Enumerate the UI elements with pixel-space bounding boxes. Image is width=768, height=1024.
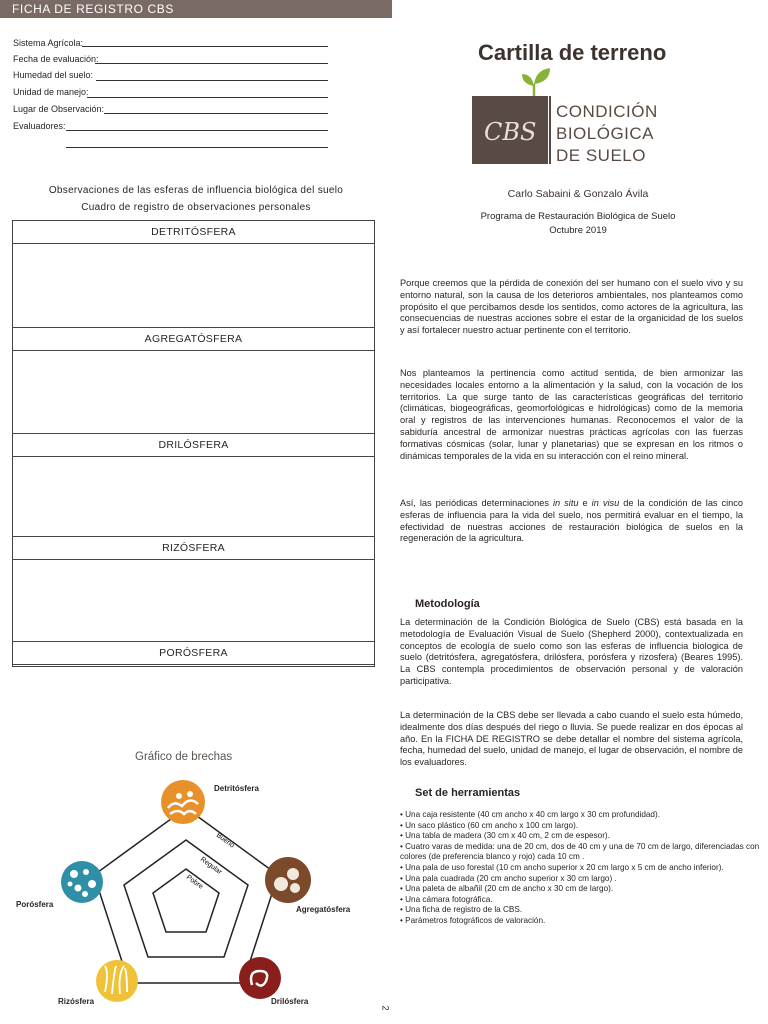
- section-porosfera: PORÓSFERA: [13, 641, 374, 665]
- tool-item: • Una paleta de albañil (20 cm de ancho x 30 cm de largo).: [400, 884, 614, 894]
- observations-subtitle: Cuadro de registro de observaciones personales: [81, 202, 311, 213]
- metodologia-heading: Metodología: [415, 598, 480, 610]
- unidad-field[interactable]: [87, 97, 328, 98]
- metodologia-paragraph-1: La determinación de la Condición Biológica de Suelo (CBS) está basada en la metodología de Evaluación Visual de Suelo (Shepherd 2000), contextualizada en conceptos de ecología de suelo como son las esferas de influencia biologica de suelo (detritósfera, agregatósfera, drilósfera, porósfera y rizosfera) (Beares 1995). La CBS contempla procedimientos de observación personal y de valoración participativa.: [400, 617, 743, 686]
- paragraph-1: Porque creemos que la pérdida de conexión del ser humano con el suelo vivo y su entorno natural, son la causa de los deterioros ambientales, nos planteamos como propósito el que percibamos desde los sentidos, como actores de la agricultura, las consecuencias de nuestras acciones sobre el estar de la organicidad de los suelos y así fortalecer nuestro actuar pertinente con el territorio.: [400, 278, 743, 336]
- level-regular-label: Regular: [198, 855, 223, 877]
- detritosfera-label: Detritósfera: [214, 784, 259, 793]
- section-detritosfera: DETRITÓSFERA: [13, 221, 374, 244]
- p3-text-c: de la condición de las cinco esferas de influencia para la vida del suelo, nos permitirá evaluar en el tiempo, la efectividad de nuestras acciones de restauración biológica de suelos en la regeneración de la agricultura.: [400, 498, 743, 544]
- field-label: Unidad de manejo:: [13, 87, 89, 97]
- rizosfera-label: Rizósfera: [58, 997, 95, 1006]
- level-bueno-label: Bueno: [214, 831, 236, 850]
- tool-item: colores (de preferencia blanco y rojo) cada 10 cm .: [400, 852, 585, 862]
- gap-chart: [0, 770, 392, 1024]
- field-label: Sistema Agrícola:: [13, 38, 84, 48]
- tool-item: • Cuatro varas de medida: una de 20 cm, dos de 40 cm y una de 70 cm de largo, diferenciadas con: [400, 841, 760, 851]
- lugar-field[interactable]: [104, 113, 328, 114]
- logo-word-3: DE SUELO: [556, 146, 646, 165]
- field-label: Lugar de Observación:: [13, 104, 105, 114]
- notes-detritosfera[interactable]: [13, 244, 374, 326]
- authors: Carlo Sabaini & Gonzalo Ávila: [507, 188, 649, 200]
- porosfera-icon: [61, 861, 103, 903]
- section-drilosfera: DRILÓSFERA: [13, 433, 374, 457]
- field-label: Evaluadores:: [13, 121, 66, 131]
- paragraph-2: Nos planteamos la pertinencia como actitud sentida, de bien armonizar las necesidades locales entorno a la alimentación y la salud, con la vocación de los territorios. La que surge tanto de las características geográficas del territorio (climáticas, biogeográficas, geomorfológicas e hidrológicas) como de la memoria oral y registros de las intervenciones humanas. Reconocemos el valor de la sabiduría ancestral de armonizar nuestras prácticas agrícolas con las fuerzas formativas cósmicas (solar, lunar y planetarias) que se expresan en los ritmos o dinámicas temporales de la vida en su interacción con el reino mineral.: [400, 368, 743, 461]
- drilosfera-icon: [239, 957, 281, 999]
- tool-item: • Una caja resistente (40 cm ancho x 40 cm largo x 30 cm profundidad).: [400, 810, 660, 819]
- rizosfera-icon: [96, 960, 138, 1002]
- evaluadores-field[interactable]: [66, 130, 328, 131]
- p3-in-situ: in situ: [553, 498, 579, 508]
- metodologia-paragraph-2: La determinación de la CBS debe ser llevada a cabo cuando el suelo esta húmedo, idealmente dos días después del riego o lluvia. Se puede realizar en dos épocas al año. En la FICHA DE REGISTRO se debe detallar el nombre del sistema agrícola, fecha, humedad del suelo, unidad de manejo, el lugar de observación, el nombre de los evaluadores.: [400, 710, 743, 768]
- field-label: Humedad del suelo:: [13, 70, 94, 80]
- evaluadores-field-2[interactable]: [66, 147, 328, 148]
- tools-list: [400, 810, 760, 927]
- humedad-field[interactable]: [96, 80, 328, 81]
- agregatosfera-label: Agregatósfera: [296, 905, 351, 914]
- field-label: Fecha de evaluación:: [13, 54, 99, 64]
- notes-rizosfera[interactable]: [13, 560, 374, 640]
- program-date: Octubre 2019: [549, 225, 607, 236]
- paragraph-3: [400, 498, 743, 545]
- tool-item: • Una tabla de madera (30 cm x 40 cm, 2 cm de espesor).: [400, 831, 610, 841]
- porosfera-label: Porósfera: [16, 900, 54, 909]
- sprout-icon: [520, 66, 554, 98]
- tool-item: • Parámetros fotográficos de valoración.: [400, 915, 546, 925]
- program-name: Programa de Restauración Biológica de Suelo: [480, 211, 676, 222]
- tool-item: • Un saco plástico (60 cm ancho x 100 cm largo).: [400, 820, 579, 830]
- section-agregatosfera: AGREGATÓSFERA: [13, 327, 374, 351]
- p3-in-visu: in visu: [591, 498, 620, 508]
- logo-word-1: CONDICIÓN: [556, 102, 658, 121]
- notes-drilosfera[interactable]: [13, 457, 374, 537]
- detritosfera-icon: [161, 780, 205, 824]
- section-rizosfera: RIZÓSFERA: [13, 536, 374, 560]
- tool-item: • Una pala cuadrada (20 cm ancho superior x 30 cm largo) .: [400, 873, 617, 883]
- tool-item: • Una ficha de registro de la CBS.: [400, 905, 523, 915]
- pentagon-regular: [124, 840, 248, 957]
- agregatosfera-icon: [265, 857, 311, 903]
- drilosfera-label: Drilósfera: [271, 997, 309, 1006]
- logo-word-2: BIOLÓGICA: [556, 124, 655, 143]
- logo-abbr: CBS: [484, 118, 537, 146]
- level-pobre-label: Pobre: [184, 873, 205, 891]
- p3-text-a: Así, las periódicas determinaciones: [400, 498, 553, 508]
- observations-title: Observaciones de las esferas de influencia biológica del suelo: [48, 185, 344, 196]
- gap-chart-title: Gráfico de brechas: [135, 751, 233, 763]
- tool-item: • Una pala de uso forestal (10 cm ancho superior x 20 cm largo x 5 cm de ancho inferior).: [400, 862, 724, 872]
- page-number: 2: [380, 1005, 391, 1011]
- p3-text-b: e: [578, 498, 592, 508]
- logo-divider: [549, 96, 551, 164]
- header-bar: FICHA DE REGISTRO CBS: [0, 0, 392, 18]
- fecha-field[interactable]: [95, 63, 328, 64]
- observations-table: [12, 220, 375, 667]
- sistema-field[interactable]: [82, 46, 328, 47]
- cover-title: Cartilla de terreno: [478, 40, 667, 65]
- tool-item: • Una cámara fotográfica.: [400, 894, 493, 904]
- notes-agregatosfera[interactable]: [13, 351, 374, 431]
- tools-heading: Set de herramientas: [415, 787, 521, 799]
